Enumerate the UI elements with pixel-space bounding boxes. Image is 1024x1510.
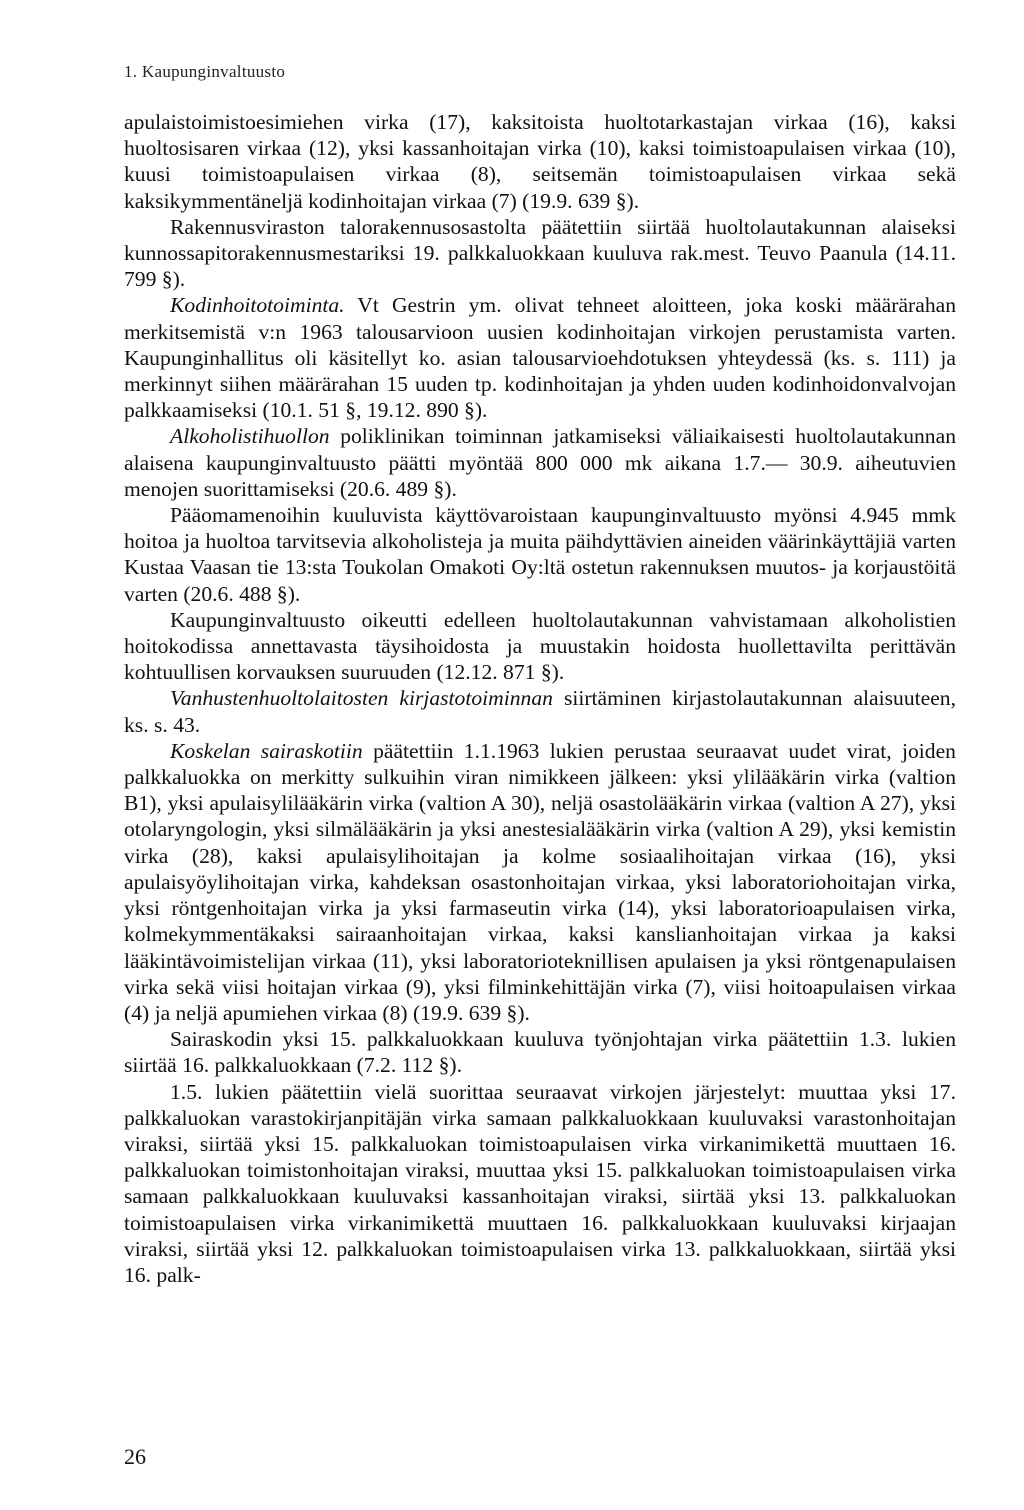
paragraph-text: Kaupunginvaltuusto oikeutti edelleen huoltolautakunnan vahvistamaan alkoholistien hoitokodissa annettavasta täysihoidosta ja muustakin hoidosta huollettavilta perittävän kohtuullisen korvauksen suuruuden (12.12. 871 §). (124, 607, 956, 685)
paragraph-text: päätettiin 1.1.1963 lukien perustaa seuraavat uudet virat, joiden palkkaluokka on merkitty sulkuihin viran nimikkeen jälkeen: yksi ylilääkärin virka (valtion B1), yksi apulaisylilääkärin virka (valtion A 30), neljä osastolääkärin virkaa (valtion A 27), yksi otolaryngologin, yksi silmälääkärin ja yksi anestesialääkärin virka (valtion A 29), yksi kemistin virka (28), kaksi apulaisylihoitajan ja kolme sosiaalihoitajan virkaa (16), yksi apulaisyöylihoitajan virka, kahdeksan osastonhoitajan virkaa, yksi laboratoriohoitajan virka, yksi röntgenhoitajan virka ja yksi farmaseutin virka (14), yksi laboratorioapulaisen virka, kolmekymmentäkaksi sairaanhoitajan virkaa, kaksi kanslianhoitajan virkaa ja kaksi lääkintävoimistelijan virkaa (11), yksi laboratorioteknillisen apulaisen ja yksi röntgenapulaisen virka sekä viisi hoitajan virkaa (9), yksi filminkehittäjän virka (7), viisi hoitoapulaisen virkaa (4) ja neljä apumiehen virkaa (8) (19.9. 639 §). (124, 738, 956, 1025)
paragraph-lead: Vanhustenhuoltolaitosten kirjastotoiminnan (170, 686, 553, 711)
body-text (124, 109, 956, 1288)
paragraph-text: Vt Gestrin ym. olivat tehneet aloitteen, joka koski määrärahan merkitsemistä v:n 1963 talousarvioon uusien kodinhoitajan virkojen perustamista varten. Kaupunginhallitus oli käsitellyt ko. asian talousarvioehdotuksen yhteydessä (ks. s. 111) ja merkinnyt siihen määrärahan 15 uuden tp. kodinhoitajan ja yhden uuden kodinhoidonvalvojan palkkaamiseksi (10.1. 51 §, 19.12. 890 §). (124, 293, 956, 423)
paragraph-text: Rakennusviraston talorakennusosastolta päätettiin siirtää huoltolautakunnan alaiseksi kunnossapitorakennusmestariksi 19. palkkaluokkaan kuuluva rak.mest. Teuvo Paanula (14.11. 799 §). (124, 214, 956, 292)
paragraph (124, 214, 956, 293)
paragraph (124, 738, 956, 1026)
paragraph-text: poliklinikan toiminnan jatkamiseksi väliaikaisesti huoltolautakunnan alaisena kaupunginvaltuusto päätti myöntää 800 000 mk aikana 1.7.— 30.9. aiheutuvien menojen suorittamiseksi (20.6. 489 §). (124, 424, 956, 501)
paragraph (124, 502, 956, 607)
paragraph (124, 607, 956, 686)
paragraph-text: siirtäminen kirjastolautakunnan alaisuuteen, ks. s. 43. (124, 686, 956, 737)
paragraph-text: Pääomamenoihin kuuluvista käyttövaroistaan kaupunginvaltuusto myönsi 4.945 mmk hoitoa ja huoltoa tarvitsevia alkoholisteja ja muita päihdyttävien aineiden väärinkäyttäjiä varten Kustaa Vaasan tie 13:sta Toukolan Omakoti Oy:ltä ostetun rakennuksen muutos- ja korjaustöitä varten (20.6. 488 §). (124, 503, 956, 606)
paragraph (124, 109, 956, 214)
paragraph-text: apulaistoimistoesimiehen virka (17), kaksitoista huoltotarkastajan virkaa (16), kaksi huoltosisaren virkaa (12), yksi kassanhoitajan virka (10), kaksi toimistoapulaisen virkaa (10), kuusi toimistoapulaisen virkaa (8), seitsemän toimistoapulaisen virkaa sekä kaksikymmentäneljä kodinhoitajan virkaa (7) (19.9. 639 §). (124, 110, 956, 213)
paragraph (124, 1079, 956, 1289)
running-header: 1. Kaupunginvaltuusto (124, 62, 286, 81)
paragraph (124, 685, 956, 737)
paragraph-text: 1.5. lukien päätettiin vielä suorittaa seuraavat virkojen järjestelyt: muuttaa yksi 17. palkkaluokan varastokirjanpitäjän virka samaan palkkaluokkaan kuuluvaksi varastonhoitajan viraksi, siirtää yksi 15. palkkaluokan toimistoapulaisen virka virkanimikettä muuttaen 16. palkkaluokan toimistonhoitajan viraksi, muuttaa yksi 15. palkkaluokan toimistoapulaisen virka samaan palkkaluokkaan kuuluvaksi kassanhoitajan viraksi, siirtää yksi 13. palkkaluokan toimistoapulaisen virka virkanimikettä muuttaen 16. palkkaluokkaan kuuluvaksi kirjaajan viraksi, siirtää yksi 12. palkkaluokan toimistoapulaisen virka 13. palkkaluokkaan, siirtää yksi 16. palk- (124, 1079, 956, 1287)
paragraph (124, 423, 956, 502)
paragraph (124, 1026, 956, 1078)
paragraph-lead: Alkoholistihuollon (170, 424, 330, 449)
paragraph-lead: Kodinhoitotoiminta. (170, 293, 345, 318)
paragraph-text: Sairaskodin yksi 15. palkkaluokkaan kuuluva työnjohtajan virka päätettiin 1.3. lukien siirtää 16. palkkaluokkaan (7.2. 112 §). (124, 1027, 956, 1078)
paragraph (124, 292, 956, 423)
page-number: 26 (124, 1444, 146, 1469)
paragraph-lead: Koskelan sairaskotiin (170, 738, 363, 763)
